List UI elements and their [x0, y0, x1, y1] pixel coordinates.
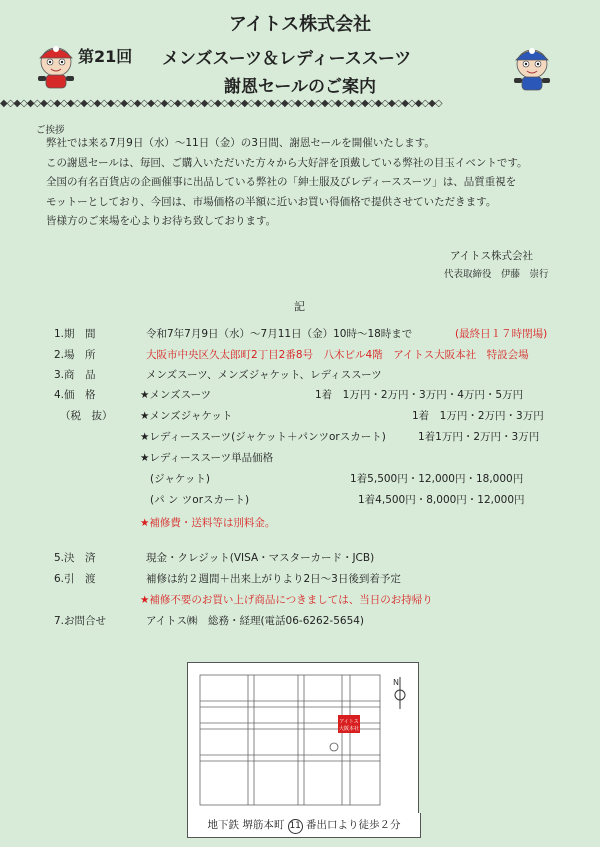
price-row-value: 1着1万円・2万円・3万円	[418, 431, 540, 443]
event-name: メンズスーツ＆レディーススーツ	[162, 49, 412, 69]
contact-label: 7.お問合せ	[54, 615, 107, 627]
company-title: アイトス株式会社	[228, 14, 372, 35]
price-row-name: ★メンズスーツ	[140, 389, 212, 401]
greeting-body	[46, 134, 576, 232]
goods-label: 3.商 品	[54, 369, 96, 381]
period-note: (最終日１７時閉場)	[455, 328, 548, 340]
greeting-line: この謝恩セールは、毎回、ご購入いただいた方々から大好評を頂戴している弊社の目玉イベントです。	[46, 156, 528, 169]
delivery-label: 6.引 渡	[54, 573, 96, 585]
mascot-right-icon	[512, 42, 552, 94]
price-row-value: 1着4,500円・8,000円・12,000円	[358, 494, 525, 506]
price-row-name: ★メンズジャケット	[140, 410, 233, 422]
greeting-line: 皆様方のご来場を心よりお待ち致しております。	[46, 215, 277, 227]
exit-number: 11	[289, 821, 301, 831]
north-label: N	[393, 678, 399, 687]
delivery-note: ★補修不要のお買い上げ商品につきましては、当日のお持帰り	[140, 594, 433, 606]
place-value: 大阪市中央区久太郎町2丁目2番8号 八木ビル4階 アイトス大阪本社 特設会場	[146, 349, 529, 361]
greeting-heading: ご挨拶	[36, 125, 65, 136]
price-row-value: 1着 1万円・2万円・3万円・4万円・5万円	[315, 389, 524, 401]
map-caption-station: 地下鉄 堺筋本町	[207, 819, 285, 831]
signature-company: アイトス株式会社	[450, 250, 533, 262]
price-row-name: (パ ン ツorスカート)	[150, 494, 250, 506]
signature-person: 代表取締役 伊藤 崇行	[444, 269, 549, 280]
store-label-2: 大阪本社	[338, 726, 360, 732]
period-label: 1.期 間	[54, 328, 96, 340]
price-note: ★補修費・送料等は別料金。	[140, 517, 276, 529]
store-label-1: アイトス	[339, 719, 359, 725]
tax-label: （税 抜）	[60, 410, 113, 422]
map-caption-tail: 番出口より徒歩２分	[306, 819, 401, 831]
event-subtitle: 謝恩セールのご案内	[224, 77, 376, 97]
price-row-name: ★レディーススーツ(ジャケット＋パンツorスカート)	[140, 431, 386, 443]
greeting-line: モットーとしており、今回は、市場価格の半額に近いお買い得価格で提供させていただきます。	[46, 195, 497, 208]
map-caption	[187, 813, 421, 838]
event-number: 第21回	[78, 47, 133, 66]
exit-marker	[330, 743, 338, 751]
diamond-divider: ◆◇◆◇◆◇◆◇◆◇◆◇◆◇◆◇◆◇◆◇◆◇◆◇◆◇◆◇◆◇◆◇◆◇◆◇◆◇◆◇◆◇◆◇◆◇◆◇◆◇◆◇◆◇◆◇◆◇◆◇◆◇◆◇◆◇	[0, 98, 442, 109]
price-row-value: 1着5,500円・12,000円・18,000円	[350, 473, 524, 485]
price-row-name: ★レディーススーツ単品価格	[140, 452, 274, 464]
payment-label: 5.決 済	[54, 552, 96, 564]
price-row-name: (ジャケット)	[150, 473, 210, 485]
goods-value: メンズスーツ、メンズジャケット、レディススーツ	[146, 369, 382, 381]
place-label: 2.場 所	[54, 349, 96, 361]
mascot-left-icon	[36, 40, 76, 92]
price-label: 4.価 格	[54, 389, 96, 401]
delivery-value: 補修は約２週間＋出来上がりより2日～3日後到着予定	[146, 573, 401, 585]
north-arrow-icon	[393, 677, 405, 709]
ki-heading: 記	[294, 300, 305, 313]
greeting-line: 全国の有名百貨店の企画催事に出品している弊社の「紳士服及びレディーススーツ」は、品質重視を	[46, 176, 517, 188]
access-map	[187, 662, 419, 814]
map-drawing	[188, 663, 418, 813]
greeting-line: 弊社では来る7月9日（水）～11日（金）の3日間、謝恩セールを開催いたします。	[46, 137, 435, 149]
exit-number-badge	[288, 819, 303, 834]
price-row-value: 1着 1万円・2万円・3万円	[412, 410, 544, 422]
payment-value: 現金・クレジット(VISA・マスターカード・JCB)	[146, 552, 375, 564]
contact-value: アイトス㈱ 総務・経理(電話06-6262-5654)	[146, 615, 365, 627]
period-value: 令和7年7月9日（水）～7月11日（金）10時～18時まで	[146, 328, 413, 340]
